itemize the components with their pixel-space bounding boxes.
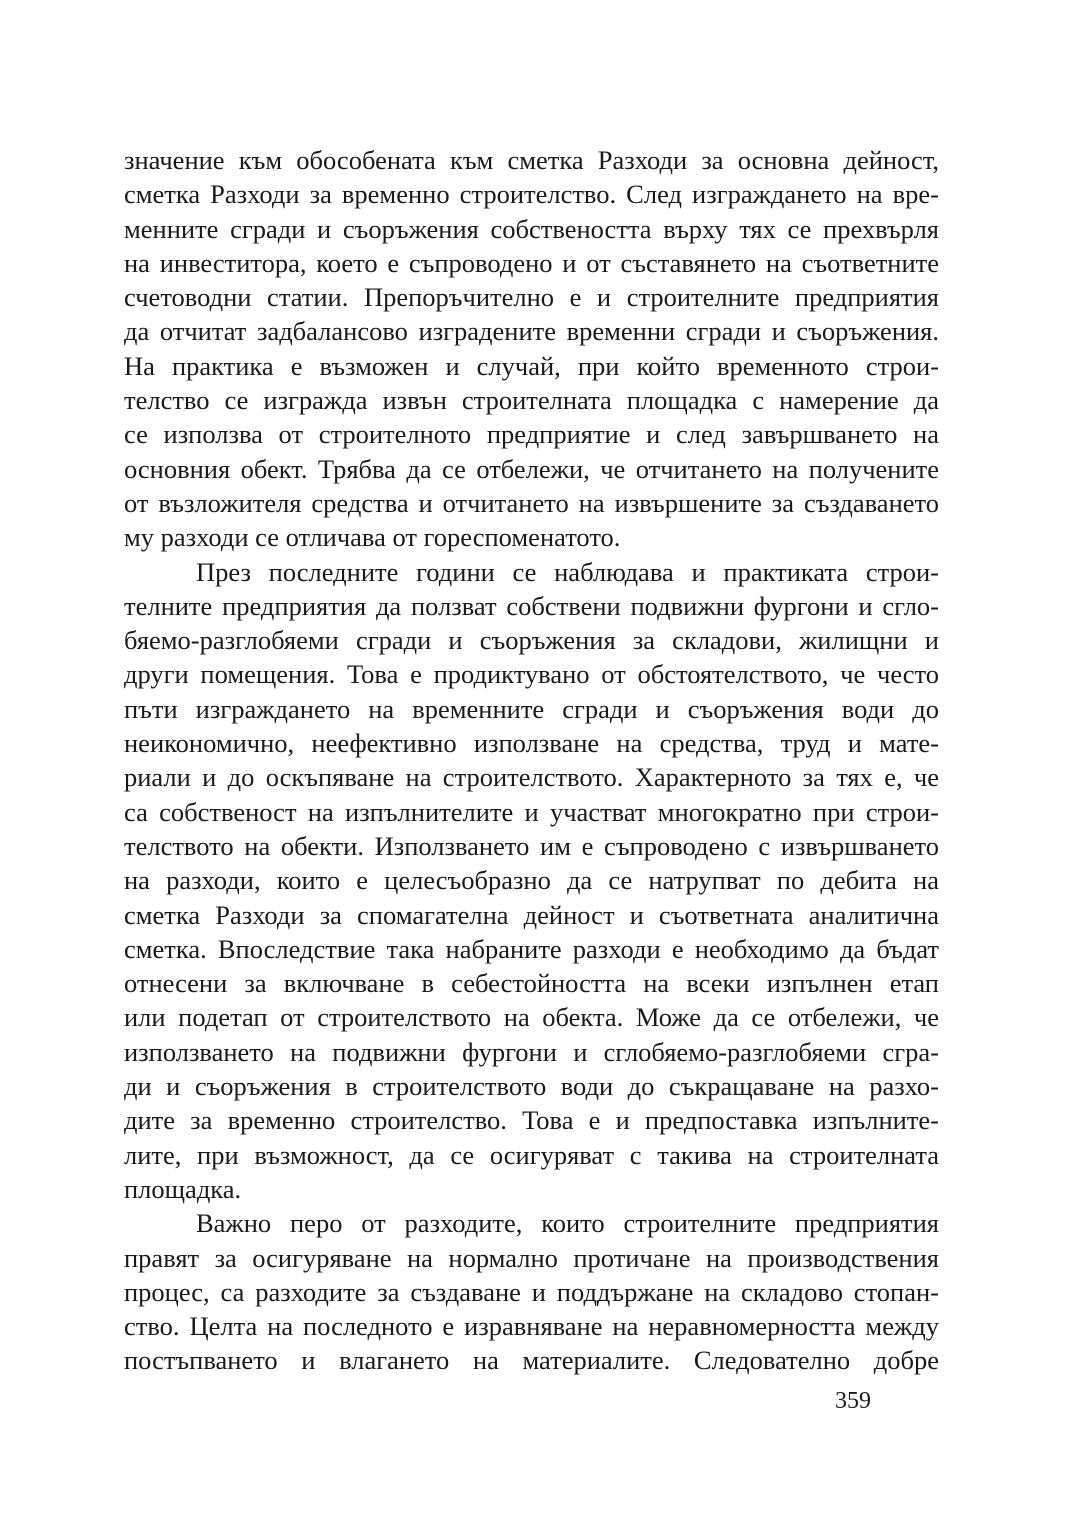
text-line: му разходи се отличава от гореспоменатото. [124, 522, 621, 553]
text-line: основния обект. Трябва да се отбележи, че отчитането на получените [124, 453, 939, 484]
text-line: неикономично, неефективно използване на средства, труд и мате- [124, 728, 939, 759]
text-line: счетоводни статии. Препоръчително е и строителните предприятия [124, 282, 939, 313]
text-line: значение към обособената към сметка Разходи за основна дейност, [124, 145, 939, 175]
text-line: да отчитат задбалансово изградените временни сгради и съоръжения. [124, 316, 939, 347]
text-line: дите за временно строителство. Това е и предпоставка изпълните- [124, 1105, 939, 1136]
text-line: отнесени за включване в себестойността на всеки изпълнен етап [124, 968, 939, 999]
text-line: от възложителя средства и отчитането на извършените за създаването [124, 487, 939, 518]
text-line: правят за осигуряване на нормално протичане на производствения [124, 1242, 939, 1273]
body-text [124, 143, 939, 1378]
text-line: или подетап от строителството на обекта. Може да се отбележи, че [124, 1002, 939, 1033]
text-line: използването на подвижни фургони и сглобяемо-разглобяеми сгра- [124, 1036, 939, 1067]
text-line: на инвеститора, което е съпроводено и от съставянето на съответните [124, 247, 939, 278]
text-line: пъти изграждането на временните сгради и съоръжения води до [124, 693, 939, 724]
text-line: ство. Целта на последното е изравняване на неравномерността между [124, 1311, 939, 1342]
paragraph [124, 143, 939, 555]
paragraph [124, 555, 939, 1207]
text-line: други помещения. Това е продиктувано от обстоятелството, че често [124, 659, 939, 690]
text-line: са собственост на изпълнителите и участват многократно при строи- [124, 796, 939, 827]
text-line: постъпването и влагането на материалите. Следователно добре [124, 1345, 939, 1376]
text-line: риали и до оскъпяване на строителството. Характерното за тях е, че [124, 762, 939, 793]
text-line: на разходи, които е целесъобразно да се натрупват по дебита на [124, 865, 939, 896]
paragraph [124, 1206, 939, 1377]
text-line: телство се изгражда извън строителната площадка с намерение да [124, 385, 939, 416]
text-line: На практика е възможен и случай, при който временното строи- [124, 350, 939, 381]
text-line: площадка. [124, 1173, 242, 1204]
text-line: През последните години се наблюдава и практиката строи- [196, 556, 939, 587]
text-line: сметка. Впоследствие така набраните разходи е необходимо да бъдат [124, 933, 939, 964]
text-line: процес, са разходите за създаване и поддържане на складово стопан- [124, 1276, 939, 1307]
text-line: сметка Разходи за спомагателна дейност и съответната аналитична [124, 899, 939, 930]
page-number: 359 [835, 1388, 871, 1414]
text-line: бяемо-разглобяеми сгради и съоръжения за складови, жилищни и [124, 625, 939, 656]
text-line: Важно перо от разходите, които строителните предприятия [196, 1208, 939, 1239]
text-line: лите, при възможност, да се осигуряват с такива на строителната [124, 1139, 939, 1170]
text-line: телните предприятия да ползват собствени подвижни фургони и сгло- [124, 590, 939, 621]
text-line: се използва от строителното предприятие и след завършването на [124, 419, 939, 450]
text-line: ди и съоръжения в строителството води до съкращаване на разхо- [124, 1071, 939, 1102]
text-line: менните сгради и съоръжения собствеността върху тях се прехвърля [124, 213, 939, 244]
text-line: телството на обекти. Използването им е съпроводено с извършването [124, 830, 939, 861]
text-line: сметка Разходи за временно строителство. След изграждането на вре- [124, 179, 939, 210]
